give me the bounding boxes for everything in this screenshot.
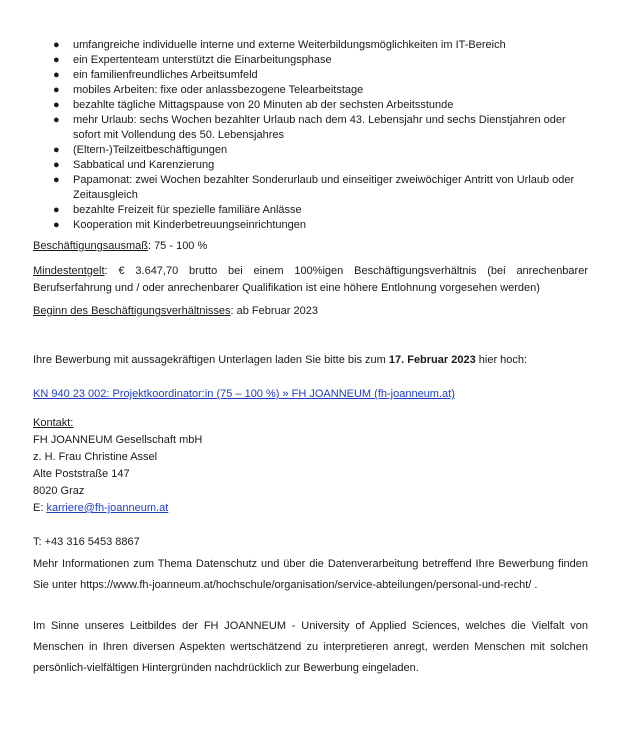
benefit-text: ein Expertenteam unterstützt die Einarbeitungsphase — [73, 54, 332, 66]
contact-phone: T: +43 316 5453 8867 — [33, 536, 140, 548]
salary-value: : € 3.647,70 brutto bei einem 100%igen Beschäftigungsverhältnis (bei anrechenbarer Berufserfahrung und / oder anrechenbarer Qualifikation ist eine höhere Entlohnung vorgesehen werden) — [33, 265, 588, 294]
bullet-icon: ● — [53, 174, 60, 186]
benefit-text: Kooperation mit Kinderbetreuungseinrichtungen — [73, 219, 306, 231]
list-item — [33, 203, 588, 218]
bullet-icon: ● — [53, 219, 60, 231]
bullet-icon: ● — [53, 84, 60, 96]
employment-value: : 75 - 100 % — [147, 240, 208, 252]
email-prefix: E: — [33, 502, 47, 514]
salary-paragraph — [33, 263, 588, 296]
privacy-paragraph: Mehr Informationen zum Thema Datenschutz und über die Datenverarbeitung betreffend Ihre Bewerbung finden Sie unter https://www.fh-joanneum.at/hochschule/organisation/service-abteilungen/personal-und-recht/ . — [33, 558, 588, 591]
contact-heading: Kontakt: — [33, 417, 74, 429]
contact-email-line — [33, 500, 588, 517]
salary-label: Mindestentgelt — [33, 265, 105, 277]
list-item — [33, 173, 588, 203]
contact-attn: z. H. Frau Christine Assel — [33, 451, 158, 463]
start-value: : ab Februar 2023 — [230, 305, 318, 317]
bullet-icon: ● — [53, 39, 60, 51]
bullet-icon: ● — [53, 54, 60, 66]
contact-block — [33, 415, 588, 517]
list-item — [33, 98, 588, 113]
list-item — [33, 53, 588, 68]
job-posting-link[interactable]: KN 940 23 002: Projektkoordinator:in (75 – 100 %) » FH JOANNEUM (fh-joanneum.at) — [33, 388, 455, 400]
benefit-text: mehr Urlaub: sechs Wochen bezahlter Urlaub nach dem 43. Lebensjahr und sechs Dienstjahren oder sofort mit Vollendung des 50. Lebensjahres — [73, 114, 566, 141]
bullet-icon: ● — [53, 69, 60, 81]
bullet-icon: ● — [53, 159, 60, 171]
bullet-icon: ● — [53, 99, 60, 111]
benefit-text: Sabbatical und Karenzierung — [73, 159, 215, 171]
application-text: Ihre Bewerbung mit aussagekräftigen Unterlagen laden Sie bitte bis zum — [33, 354, 389, 366]
benefit-text: Papamonat: zwei Wochen bezahlter Sonderurlaub und einseitiger zweiwöchiger Antritt von Urlaub oder Zeitausgleich — [73, 174, 575, 201]
list-item — [33, 143, 588, 158]
start-line — [33, 304, 588, 319]
benefit-text: (Eltern-)Teilzeitbeschäftigungen — [73, 144, 228, 156]
list-item — [33, 83, 588, 98]
application-text-end: hier hoch: — [475, 354, 528, 366]
benefit-text: ein familienfreundliches Arbeitsumfeld — [73, 69, 258, 81]
job-link-line — [33, 387, 588, 402]
contact-street: Alte Poststraße 147 — [33, 468, 130, 480]
employment-line — [33, 239, 588, 254]
application-line — [33, 353, 588, 368]
email-link[interactable]: karriere@fh-joanneum.at — [46, 502, 169, 514]
benefit-text: umfangreiche individuelle interne und externe Weiterbildungsmöglichkeiten im IT-Bereich — [73, 39, 506, 51]
list-item — [33, 38, 588, 53]
employment-label: Beschäftigungsausmaß — [33, 240, 148, 252]
benefits-list — [33, 38, 588, 233]
list-item — [33, 113, 588, 143]
bullet-icon: ● — [53, 144, 60, 156]
bullet-icon: ● — [53, 114, 60, 126]
contact-org: FH JOANNEUM Gesellschaft mbH — [33, 434, 203, 446]
list-item — [33, 218, 588, 233]
list-item — [33, 158, 588, 173]
benefit-text: bezahlte Freizeit für spezielle familiäre Anlässe — [73, 204, 302, 216]
contact-city: 8020 Graz — [33, 485, 85, 497]
bullet-icon: ● — [53, 204, 60, 216]
mission-paragraph: Im Sinne unseres Leitbildes der FH JOANNEUM - University of Applied Sciences, welches die Vielfalt von Menschen in Ihren diversen Aspekten wertschätzend zu interpretieren anregt, werden Menschen mit solchen persönlich-vielfältigen Hintergründen nachdrücklich zur Bewerbung eingeladen. — [33, 620, 588, 674]
start-label: Beginn des Beschäftigungsverhältnisses — [33, 305, 231, 317]
list-item — [33, 68, 588, 83]
application-deadline: 17. Februar 2023 — [388, 354, 476, 366]
benefit-text: mobiles Arbeiten: fixe oder anlassbezogene Telearbeitstage — [73, 84, 364, 96]
document-page — [33, 38, 588, 679]
benefit-text: bezahlte tägliche Mittagspause von 20 Minuten ab der sechsten Arbeitsstunde — [73, 99, 454, 111]
